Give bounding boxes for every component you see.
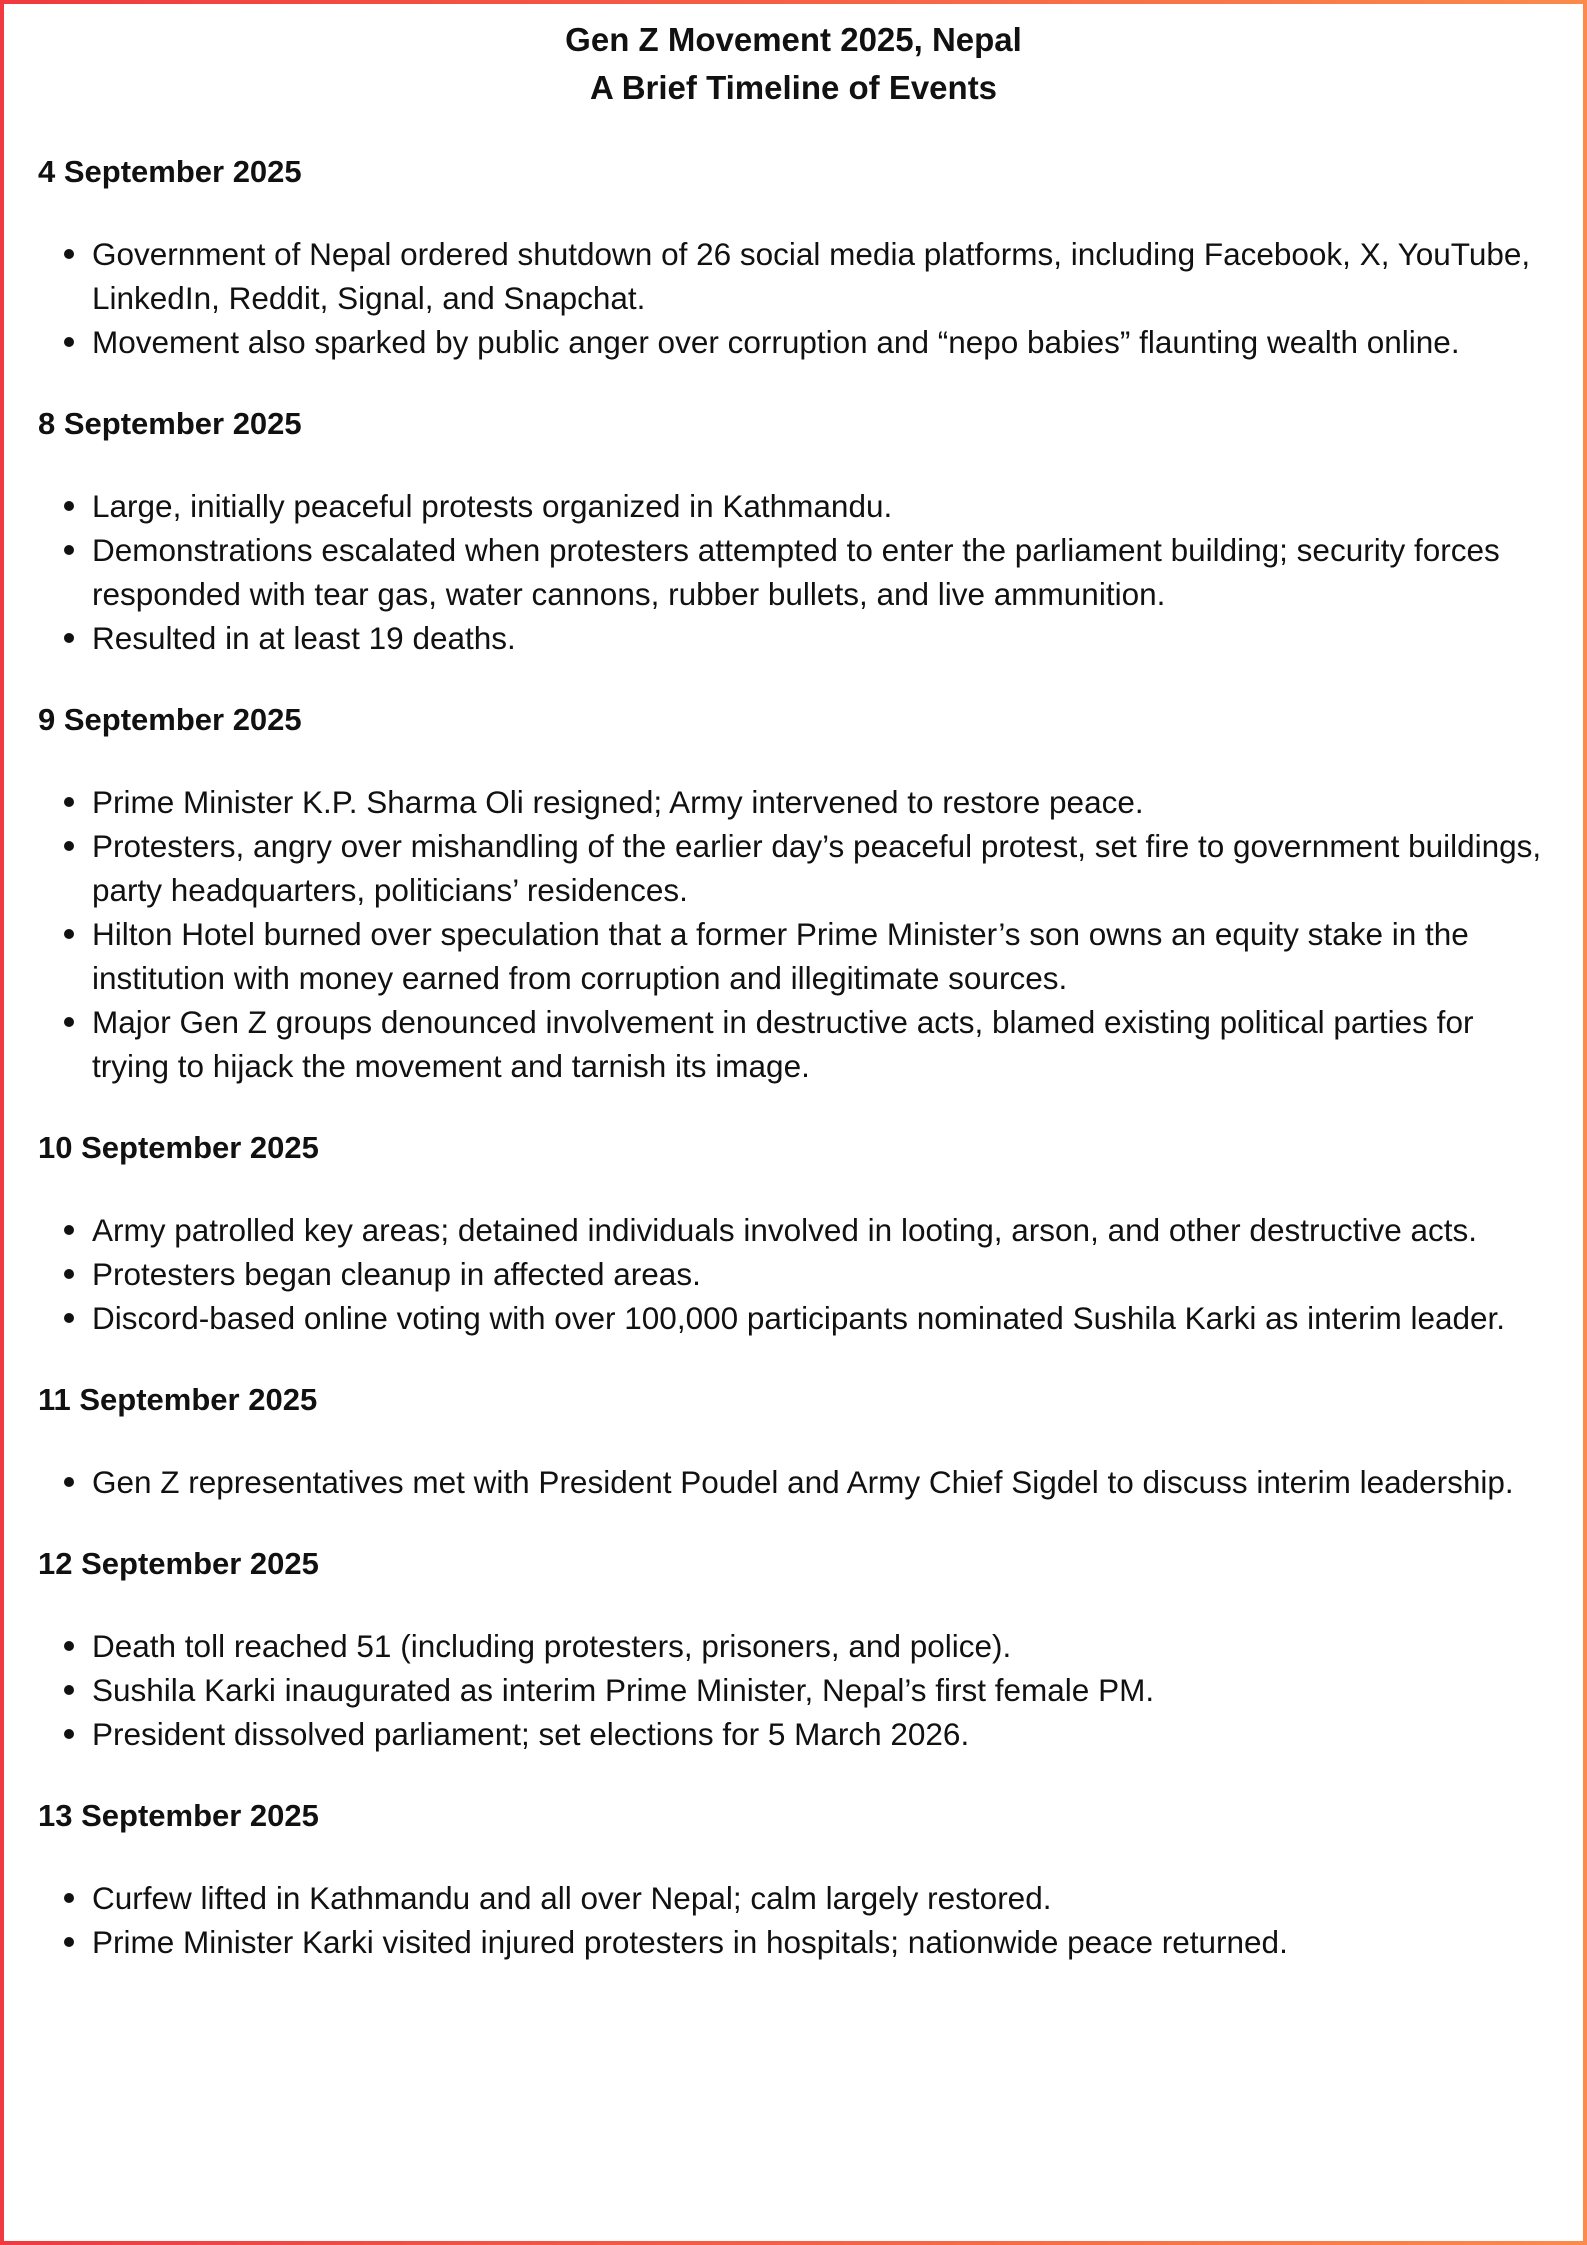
document-page (4, 4, 1583, 2241)
list-item-text: Demonstrations escalated when protesters attempted to enter the parliament building; security forces responded with tear gas, water cannons, rubber bullets, and live ammunition. (92, 532, 1500, 612)
list-item-text: Sushila Karki inaugurated as interim Prime Minister, Nepal’s first female PM. (92, 1672, 1155, 1708)
bullet-dot-icon (64, 841, 74, 851)
list-item-text: Resulted in at least 19 deaths. (92, 620, 516, 656)
list-item-text: Major Gen Z groups denounced involvement in destructive acts, blamed existing political parties for trying to hijack the movement and tarnish its image. (92, 1004, 1474, 1084)
section-date: 12 September 2025 (38, 1546, 319, 1581)
bullet-dot-icon (64, 1937, 74, 1947)
list-item (38, 780, 1549, 824)
list-item (38, 1920, 1549, 1964)
title-line-1: Gen Z Movement 2025, Nepal (565, 21, 1022, 58)
bullet-list (38, 1876, 1549, 1964)
list-item-text: Movement also sparked by public anger over corruption and “nepo babies” flaunting wealth online. (92, 324, 1460, 360)
list-item-text: Prime Minister K.P. Sharma Oli resigned; Army intervened to restore peace. (92, 784, 1144, 820)
list-item-text: Government of Nepal ordered shutdown of 26 social media platforms, including Facebook, X, YouTube, LinkedIn, Reddit, Signal, and Snapchat. (92, 236, 1531, 316)
bullet-dot-icon (64, 1313, 74, 1323)
bullet-dot-icon (64, 1641, 74, 1651)
list-item-text: Protesters, angry over mishandling of the earlier day’s peaceful protest, set fire to government buildings, party headquarters, politicians’ residences. (92, 828, 1542, 908)
timeline-section-sep-12 (38, 1542, 1549, 1756)
timeline-section-sep-11 (38, 1378, 1549, 1504)
section-date: 4 September 2025 (38, 154, 302, 189)
bullet-dot-icon (64, 249, 74, 259)
bullet-dot-icon (64, 1729, 74, 1739)
timeline-section-sep-10 (38, 1126, 1549, 1340)
section-date: 13 September 2025 (38, 1798, 319, 1833)
list-item (38, 1296, 1549, 1340)
bullet-dot-icon (64, 501, 74, 511)
list-item (38, 1876, 1549, 1920)
document-title (38, 16, 1549, 112)
bullet-list (38, 1208, 1549, 1340)
bullet-dot-icon (64, 797, 74, 807)
list-item (38, 1252, 1549, 1296)
bullet-dot-icon (64, 1269, 74, 1279)
list-item-text: Hilton Hotel burned over speculation that a former Prime Minister’s son owns an equity stake in the institution with money earned from corruption and illegitimate sources. (92, 916, 1469, 996)
list-item-text: President dissolved parliament; set elections for 5 March 2026. (92, 1716, 970, 1752)
timeline-section-sep-13 (38, 1794, 1549, 1964)
timeline-section-sep-4 (38, 150, 1549, 364)
list-item-text: Curfew lifted in Kathmandu and all over Nepal; calm largely restored. (92, 1880, 1052, 1916)
list-item (38, 320, 1549, 364)
list-item (38, 232, 1549, 320)
list-item (38, 616, 1549, 660)
bullet-dot-icon (64, 337, 74, 347)
list-item-text: Large, initially peaceful protests organized in Kathmandu. (92, 488, 893, 524)
list-item (38, 1668, 1549, 1712)
section-date: 10 September 2025 (38, 1130, 319, 1165)
list-item-text: Discord-based online voting with over 100,000 participants nominated Sushila Karki as interim leader. (92, 1300, 1506, 1336)
bullet-dot-icon (64, 633, 74, 643)
list-item (38, 1624, 1549, 1668)
list-item (38, 824, 1549, 912)
list-item (38, 528, 1549, 616)
list-item (38, 1000, 1549, 1088)
list-item (38, 912, 1549, 1000)
timeline-section-sep-8 (38, 402, 1549, 660)
bullet-dot-icon (64, 545, 74, 555)
bullet-dot-icon (64, 929, 74, 939)
bullet-list (38, 232, 1549, 364)
bullet-dot-icon (64, 1225, 74, 1235)
bullet-list (38, 1624, 1549, 1756)
bullet-dot-icon (64, 1685, 74, 1695)
list-item-text: Army patrolled key areas; detained individuals involved in looting, arson, and other destructive acts. (92, 1212, 1478, 1248)
list-item-text: Death toll reached 51 (including protesters, prisoners, and police). (92, 1628, 1012, 1664)
list-item (38, 1208, 1549, 1252)
section-date: 11 September 2025 (38, 1382, 318, 1417)
title-line-2: A Brief Timeline of Events (589, 69, 998, 106)
list-item-text: Gen Z representatives met with President Poudel and Army Chief Sigdel to discuss interim leadership. (92, 1464, 1514, 1500)
bullet-list (38, 1460, 1549, 1504)
section-date: 8 September 2025 (38, 406, 302, 441)
bullet-list (38, 484, 1549, 660)
list-item (38, 1712, 1549, 1756)
list-item (38, 484, 1549, 528)
list-item-text: Protesters began cleanup in affected areas. (92, 1256, 701, 1292)
section-date: 9 September 2025 (38, 702, 302, 737)
bullet-dot-icon (64, 1477, 74, 1487)
bullet-dot-icon (64, 1893, 74, 1903)
list-item (38, 1460, 1549, 1504)
bullet-dot-icon (64, 1017, 74, 1027)
timeline-section-sep-9 (38, 698, 1549, 1088)
list-item-text: Prime Minister Karki visited injured protesters in hospitals; nationwide peace returned. (92, 1924, 1288, 1960)
bullet-list (38, 780, 1549, 1088)
